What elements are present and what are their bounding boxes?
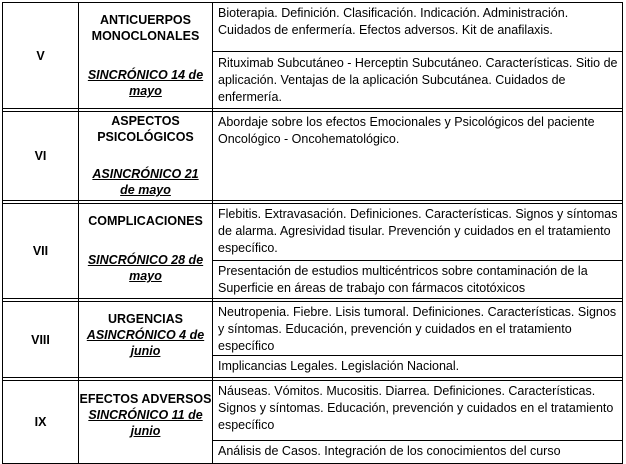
- module-cell: [79, 213, 212, 298]
- row-divider: [2, 108, 623, 109]
- row-number: IX: [34, 415, 47, 429]
- row-number: V: [36, 48, 45, 63]
- content-text: Náuseas. Vómitos. Mucositis. Diarrea. Definiciones. Características. Signos y síntomas. Educación, prevención y cuidados en el tratamiento específico: [218, 384, 614, 432]
- module-title: MONOCLONALES: [91, 29, 200, 43]
- module-date: de mayo: [120, 183, 171, 197]
- content-text: Abordaje sobre los efectos Emocionales y Psicológicos del paciente Oncológico - Oncohematológico.: [218, 115, 595, 146]
- row-number: VIII: [31, 332, 50, 347]
- row-number: VII: [32, 244, 49, 258]
- content-text: Implicancias Legales. Legislación Nacional.: [218, 359, 460, 373]
- row-divider: [2, 200, 623, 201]
- module-date: SINCRÓNICO 28 de: [87, 253, 204, 267]
- table-border-right: [622, 2, 623, 463]
- module-date: mayo: [129, 84, 162, 98]
- content-text: Rituximab Subcutáneo - Herceptin Subcutáneo. Características. Sitio de aplicación. Ventajas de la aplicación Subcutánea. Cuidados de enfermería.: [218, 56, 618, 104]
- module-title: EFECTOS ADVERSOS: [79, 392, 212, 406]
- module-date: ASINCRÓNICO 4 de: [86, 328, 205, 342]
- module-title: ASPECTOS: [111, 114, 180, 128]
- module-cell: [79, 12, 212, 108]
- module-date: SINCRÓNICO 11 de: [88, 408, 203, 422]
- module-title: URGENCIAS: [107, 312, 183, 326]
- content-text: Presentación de estudios multicéntricos sobre contaminación de la Superficie en áreas de trabajo con fármacos citotóxicos: [218, 264, 588, 295]
- content-text: Neutropenia. Fiebre. Lisis tumoral. Definiciones. Características. Signos y síntomas. Educación, prevención y cuidados en el tratamiento específico: [218, 305, 617, 353]
- content-text: Análisis de Casos. Integración de los conocimientos del curso: [218, 444, 561, 458]
- module-date: ASINCRÓNICO 21: [92, 167, 199, 181]
- module-date: junio: [130, 424, 161, 438]
- module-title: COMPLICACIONES: [88, 214, 203, 228]
- module-date: mayo: [129, 269, 162, 283]
- module-cell: [79, 113, 212, 200]
- subrow-divider: [212, 51, 623, 52]
- module-cell: [79, 311, 212, 377]
- module-date: SINCRÓNICO 14 de: [87, 68, 204, 82]
- module-date: junio: [130, 344, 161, 358]
- content-text: Flebitis. Extravasación. Definiciones. Características. Signos y síntomas de alarma. Agresividad tisular. Prevención y cuidados en el tratamiento específico.: [218, 207, 618, 255]
- module-cell: [79, 391, 212, 463]
- module-title: ANTICUERPOS: [100, 13, 191, 27]
- module-title: PSICOLÓGICOS: [97, 130, 194, 144]
- content-text: Bioterapia. Definición. Clasificación. Indicación. Administración. Cuidados de enfermería. Efectos adversos. Kit de anafilaxis.: [218, 6, 569, 37]
- row-divider: [2, 377, 623, 378]
- row-divider: [2, 298, 623, 299]
- row-number: VI: [34, 149, 47, 163]
